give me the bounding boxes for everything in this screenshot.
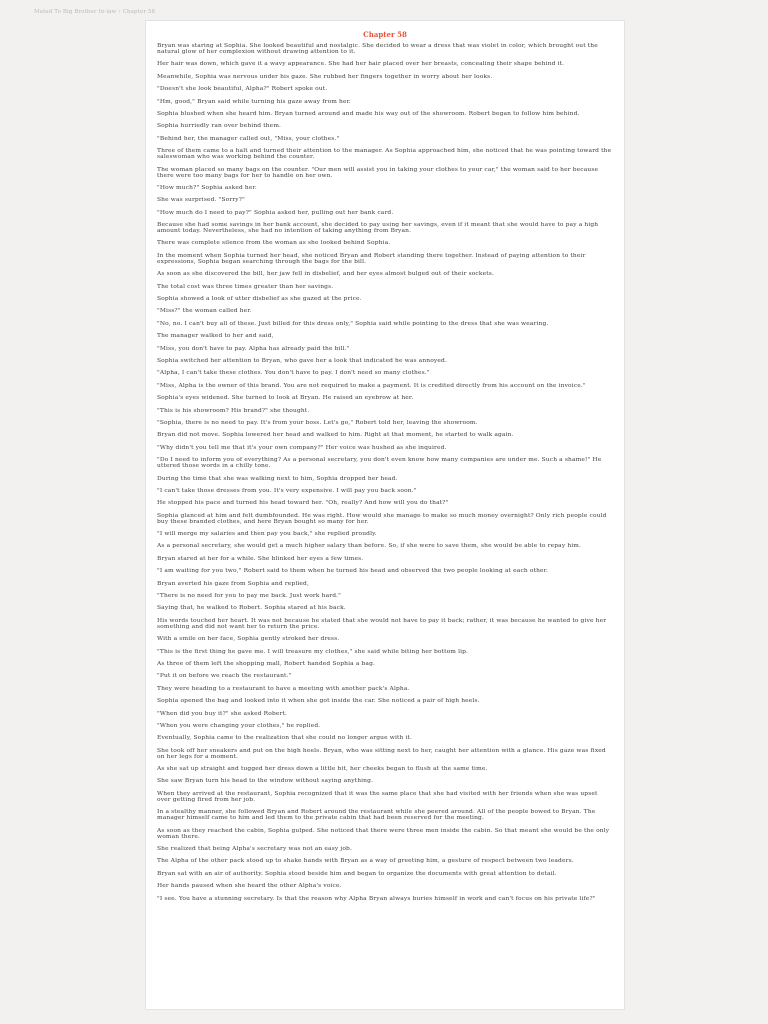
paragraph: "No, no. I can't buy all of these. Just billed for this dress only," Sophia said while pointing to the dress that she was wearing. (157, 320, 549, 327)
paragraph: Her hair was down, which gave it a wavy appearance. She had her hair placed over her breasts, concealing their shape behind it. (157, 61, 565, 68)
paragraph: She realized that being Alpha's secretary was not an easy job. (157, 846, 352, 853)
paragraph: "I can't take those dresses from you. It's very expensive. I will pay you back soon." (157, 487, 417, 494)
paragraph: "This is the first thing he gave me. I will treasure my clothes," she said while biting her bottom lip. (157, 648, 469, 655)
paragraph: Sophia showed a look of utter disbelief as she gazed at the price. (157, 296, 362, 303)
paragraph: "Sophia, there is no need to pay. It's from your boss. Let's go," Robert told her, leaving the showroom. (157, 419, 478, 426)
paragraph: "I see. You have a stunning secretary. Is that the reason why Alpha Bryan always buries himself in work and can't focus on his private life?" (157, 895, 596, 902)
paragraph: Bryan sat with an air of authority. Sophia stood beside him and began to organize the documents with great attention to detail. (157, 870, 557, 877)
paragraph: There was complete silence from the woman as she looked behind Sophia. (157, 240, 391, 247)
paragraph: She took off her sneakers and put on the high heels. Bryan, who was sitting next to her, caught her attention with a glance. His gaze was fixed on her legs for a moment. (157, 747, 606, 760)
paragraph: "I will merge my salaries and then pay you back," she replied proudly. (157, 531, 377, 538)
paragraph: As soon as she discovered the bill, her jaw fell in disbelief, and her eyes almost bulged out of their sockets. (157, 271, 494, 278)
paragraph: Her hands paused when she heard the other Alpha's voice. (157, 883, 342, 890)
paragraph: The woman placed so many bags on the counter. "Our men will assist you in taking your clothes to your car," the woman said to her because there were too many bags for her to handle on her own. (157, 166, 599, 179)
paragraph: "Doesn't she look beautiful, Alpha?" Robert spoke out. (157, 86, 328, 93)
paragraph: She saw Bryan turn his head to the window without saying anything. (157, 778, 374, 785)
paragraph: "When you were changing your clothes," he replied. (157, 722, 321, 729)
paragraph: "There is no need for you to pay me back. Just work hard." (157, 593, 341, 600)
paragraph: Bryan averted his gaze from Sophia and replied, (157, 580, 309, 587)
document-page (145, 20, 625, 1010)
paragraph: Sophia's eyes widened. She turned to look at Bryan. He raised an eyebrow at her. (157, 395, 414, 402)
paragraph: Three of them came to a halt and turned their attention to the manager. As Sophia approached him, she noticed that he was pointing toward the saleswoman who was working behind the counter. (157, 148, 612, 161)
paragraph: "Miss?" the woman called her. (157, 308, 252, 315)
paragraph: Sophia opened the bag and looked into it when she got inside the car. She noticed a pair of high heels. (157, 698, 480, 705)
paragraph: "How much do I need to pay?" Sophia asked her, pulling out her bank card. (157, 209, 394, 216)
paragraph: "This is his showroom? His brand?" she thought. (157, 407, 310, 414)
paragraph: Eventually, Sophia came to the realization that she could no longer argue with it. (157, 735, 413, 742)
paragraph: "Do I need to inform you of everything? As a personal secretary, you don't even know how many companies are under me. Such a shame!" He uttered those words in a chilly tone. (157, 457, 602, 470)
paragraph: He stopped his pace and turned his head toward her. "Oh, really? And how will you do that?" (157, 500, 449, 507)
breadcrumb-book-link[interactable]: Mated To Big Brother In-law (34, 9, 117, 15)
breadcrumb-chapter: Chapter 58 (122, 9, 156, 15)
paragraph: "Why didn't you tell me that it's your own company?" Her voice was hushed as she inquired. (157, 444, 447, 451)
paragraph: Sophia blushed when she heard him. Bryan turned around and made his way out of the showroom. Robert began to follow him behind. (157, 110, 580, 117)
chapter-body (157, 43, 613, 902)
breadcrumb (34, 9, 155, 15)
paragraph: During the time that she was walking next to him, Sophia dropped her head. (157, 475, 398, 482)
paragraph: Bryan was staring at Sophia. She looked beautiful and nostalgic. She decided to wear a dress that was violet in color, which brought out the natural glow of her complexion without drawing attention to it. (157, 43, 598, 55)
paragraph: Meanwhile, Sophia was nervous under his gaze. She rubbed her fingers together in worry about her looks. (157, 73, 493, 80)
paragraph: The Alpha of the other pack stood up to shake hands with Bryan as a way of greeting him, a gesture of respect between two leaders. (157, 858, 574, 865)
paragraph: In a stealthy manner, she followed Bryan and Robert around the restaurant while she peered around. All of the people bowed to Bryan. The manager himself came to him and led them to the private cabin that had been reserved for the meeting. (157, 809, 596, 822)
paragraph: As three of them left the shopping mall, Robert handed Sophia a bag. (157, 660, 376, 667)
paragraph: "When did you buy it?" she asked Robert. (157, 710, 288, 717)
paragraph: Sophia hurriedly ran over behind them. (157, 123, 282, 130)
paragraph: Sophia glanced at him and felt dumbfounded. He was right. How would she manage to make so much money overnight? Only rich people could buy these branded clothes, and here Bryan bought so many for her. (157, 512, 607, 525)
breadcrumb-separator: › (118, 9, 121, 15)
paragraph: As she sat up straight and tugged her dress down a little bit, her cheeks began to flush at the same time. (157, 766, 488, 773)
paragraph: Saying that, he walked to Robert. Sophia stared at his back. (157, 605, 346, 612)
chapter-title: Chapter 58 (363, 30, 407, 39)
paragraph: Sophia switched her attention to Bryan, who gave her a look that indicated he was annoyed. (157, 357, 447, 364)
paragraph: The total cost was three times greater than her savings. (157, 283, 334, 290)
paragraph: "Miss, you don't have to pay. Alpha has already paid the bill." (157, 345, 350, 352)
paragraph: When they arrived at the restaurant, Sophia recognized that it was the same place that she had visited with her friends when she was upset over getting fired from her job. (157, 790, 598, 803)
paragraph: Bryan stared at her for a while. She blinked her eyes a few times. (157, 555, 364, 562)
paragraph: The manager walked to her and said, (157, 333, 274, 340)
paragraph: "How much?" Sophia asked her. (157, 184, 257, 191)
paragraph: As soon as they reached the cabin, Sophia gulped. She noticed that there were three men inside the cabin. So that meant she would be the only woman there. (157, 827, 610, 840)
paragraph: "I am waiting for you two," Robert said to them when he turned his head and observed the two people looking at each other. (157, 568, 548, 575)
paragraph: "Behind her, the manager called out, "Miss, your clothes." (157, 135, 340, 142)
paragraph: Because she had some savings in her bank account, she decided to pay using her savings, even if it meant that she would have to pay a high amount today. Nevertheless, she had no intention of taking anything from Bryan. (157, 222, 599, 235)
paragraph: As a personal secretary, she would get a much higher salary than before. So, if she were to save them, she would be able to repay him. (157, 543, 582, 550)
paragraph: "Miss, Alpha is the owner of this brand. You are not required to make a payment. It is credited directly from his account on the invoice." (157, 382, 586, 389)
paragraph: Bryan did not move. Sophia lowered her head and walked to him. Right at that moment, he started to walk again. (157, 432, 514, 439)
paragraph: "Hm, good," Bryan said while turning his gaze away from her. (157, 98, 351, 105)
paragraph: His words touched her heart. It was not because he stated that she would not have to pay it back; rather, it was because he wanted to give her something and did not want her to return the price. (157, 617, 607, 630)
paragraph: In the moment when Sophia turned her head, she noticed Bryan and Robert standing there together. Instead of paying attention to their expressions, Sophia began searching through the bags for the bill. (157, 252, 586, 265)
paragraph: They were heading to a restaurant to have a meeting with another pack's Alpha. (157, 685, 410, 692)
paragraph: With a smile on her face, Sophia gently stroked her dress. (157, 636, 340, 643)
paragraph: "Alpha, I can't take these clothes. You don't have to pay. I don't need so many clothes." (157, 370, 430, 377)
paragraph: "Put it on before we reach the restaurant." (157, 673, 292, 680)
paragraph: She was surprised. "Sorry?" (157, 197, 245, 204)
